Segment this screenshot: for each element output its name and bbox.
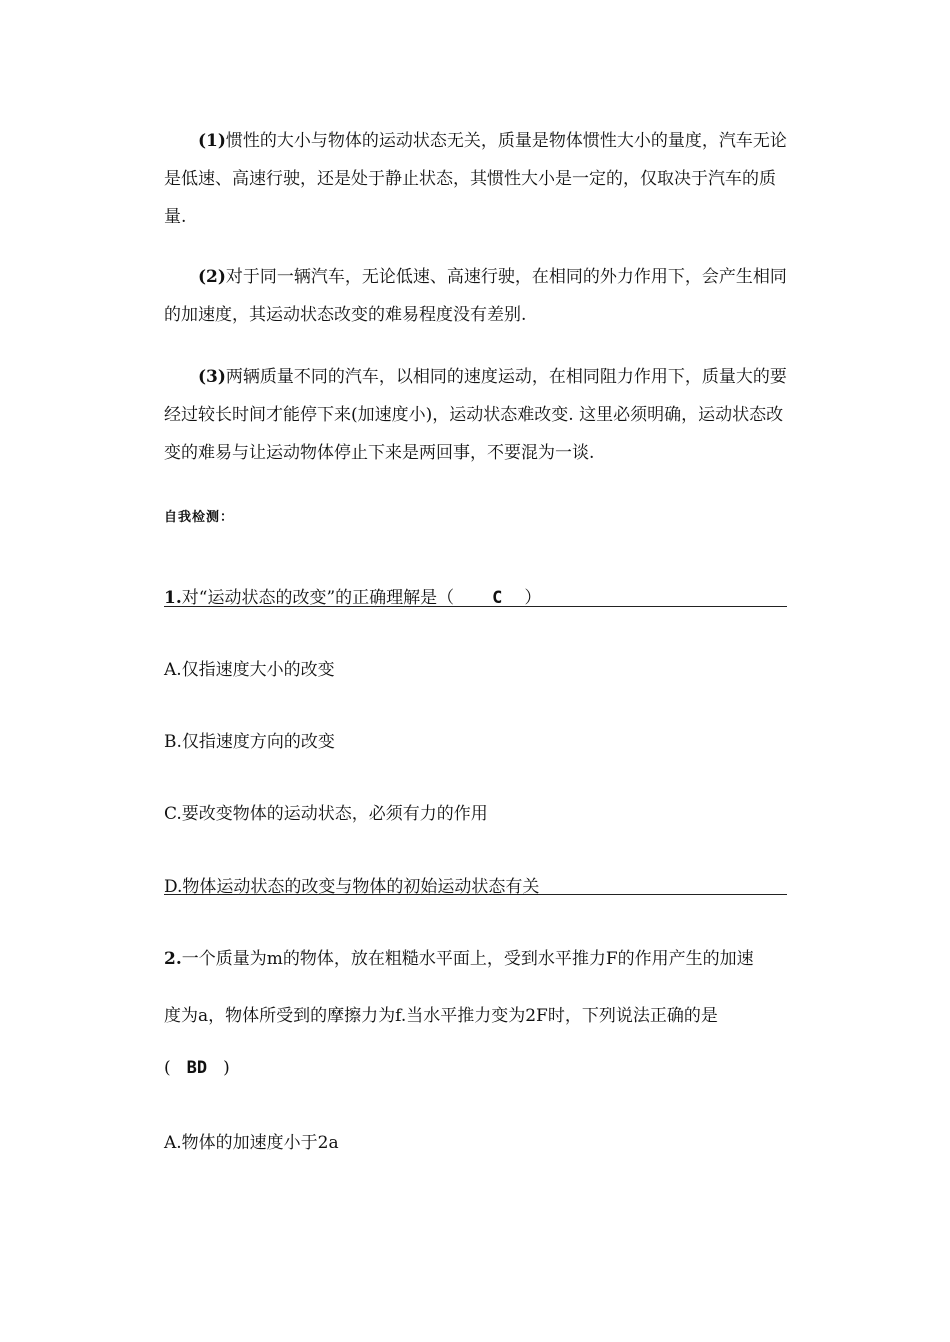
question-1-text: 对“运动状态的改变”的正确理解是（ [181,588,455,608]
question-1-bottom-rule [164,894,787,895]
question-1-option-d: D.物体运动状态的改变与物体的初始运动状态有关 [164,877,540,897]
paragraph-1 [164,122,787,236]
self-check-heading: 自我检测： [164,510,235,525]
paragraph-3-number: (3) [198,367,226,387]
paragraph-3 [164,358,787,472]
question-2-line-2: 度为a，物体所受到的摩擦力为f.当水平推力变为2F时，下列说法正确的是 [164,1006,718,1026]
question-2-close: ) [223,1058,230,1078]
question-1-number: 1. [164,588,182,608]
question-1-option-a: A.仅指速度大小的改变 [164,660,335,680]
paragraph-2-number: (2) [198,267,226,287]
paragraph-2-text: 对于同一辆汽车，无论低速、高速行驶，在相同的外力作用下，会产生相同的加速度，其运动状态改变的难易程度没有差别. [164,267,787,325]
paragraph-1-text: 惯性的大小与物体的运动状态无关，质量是物体惯性大小的量度，汽车无论是低速、高速行驶，还是处于静止状态，其惯性大小是一定的，仅取决于汽车的质量. [164,131,787,227]
question-2-answer: BD [186,1058,208,1078]
question-2-answer-line [164,1058,230,1078]
paragraph-1-number: (1) [198,131,226,151]
question-2-number: 2. [164,949,182,969]
question-1-stem [164,583,541,608]
question-1-option-b: B.仅指速度方向的改变 [164,732,335,752]
question-1-close: ） [524,588,542,608]
question-2-option-a: A.物体的加速度小于2a [164,1133,339,1153]
question-2-open: ( [164,1058,171,1078]
question-2-line-1 [164,944,754,969]
question-2-text-1: 一个质量为m的物体，放在粗糙水平面上，受到水平推力F的作用产生的加速 [181,949,754,969]
paragraph-2 [164,258,787,334]
question-1-top-rule [164,606,787,607]
paragraph-3-text: 两辆质量不同的汽车，以相同的速度运动，在相同阻力作用下，质量大的要经过较长时间才能停下来(加速度小)，运动状态难改变. 这里必须明确，运动状态改变的难易与让运动物体停止下来是两回事，不要混为一谈. [164,367,787,463]
question-1-option-c: C.要改变物体的运动状态，必须有力的作用 [164,804,488,824]
question-1-answer: C [492,588,503,608]
